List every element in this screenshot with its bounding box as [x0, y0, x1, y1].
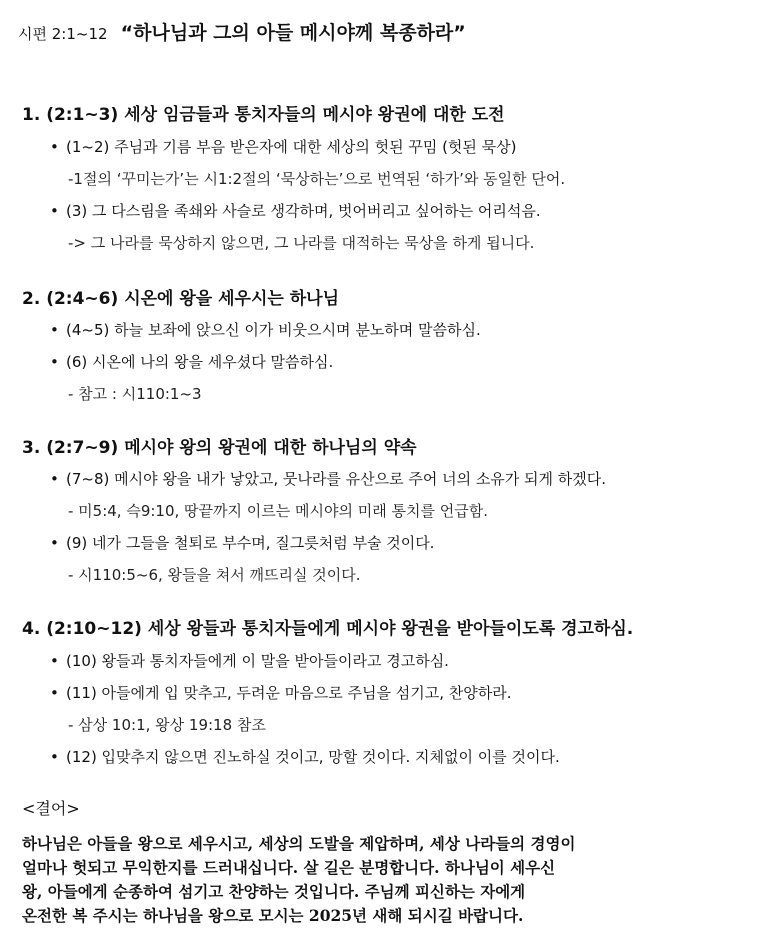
page-title [18, 18, 466, 45]
section-heading: 4. (2:10~12) 세상 왕들과 통치자들에게 메시야 왕권을 받아들이도록 경고하심. [22, 619, 634, 639]
scripture-reference: 시편 2:1~12 [18, 25, 108, 43]
bullet-icon: • [50, 748, 59, 766]
sermon-title: “하나님과 그의 아들 메시야께 복종하라” [120, 22, 466, 44]
conclusion-line: 온전한 복 주시는 하나님을 왕으로 모시는 2025년 새해 되시길 바랍니다. [22, 906, 524, 925]
section-heading: 1. (2:1~3) 세상 임금들과 통치자들의 메시야 왕권에 대한 도전 [22, 105, 505, 125]
conclusion-label: <결어> [22, 799, 80, 818]
bullet-icon: • [50, 534, 59, 552]
section-heading: 3. (2:7~9) 메시야 왕의 왕권에 대한 하나님의 약속 [22, 438, 417, 458]
list-subitem: - 참고 : 시110:1~3 [68, 385, 202, 403]
bullet-icon: • [50, 138, 59, 156]
list-item: • (9) 네가 그들을 철퇴로 부수며, 질그릇처럼 부술 것이다. [50, 534, 435, 552]
list-subitem: - 시110:5~6, 왕들을 쳐서 깨뜨리실 것이다. [68, 566, 361, 584]
bullet-icon: • [50, 202, 59, 220]
conclusion-line: 왕, 아들에게 순종하여 섬기고 찬양하는 것입니다. 주님께 피신하는 자에게 [22, 882, 526, 901]
list-item: • (12) 입맞추지 않으면 진노하실 것이고, 망할 것이다. 지체없이 이를 것이다. [50, 748, 560, 766]
list-subitem: - 미5:4, 슥9:10, 땅끝까지 이르는 메시야의 미래 통치를 언급함. [68, 502, 488, 520]
list-item: • (4~5) 하늘 보좌에 앉으신 이가 비웃으시며 분노하며 말씀하심. [50, 321, 481, 339]
bullet-icon: • [50, 684, 59, 702]
bullet-icon: • [50, 470, 59, 488]
list-item: • (1~2) 주님과 기름 부음 받은자에 대한 세상의 헛된 꾸밈 (헛된 묵상) [50, 138, 517, 156]
conclusion-line: 얼마나 헛되고 무익한지를 드러내십니다. 살 길은 분명합니다. 하나님이 세우신 [22, 858, 556, 877]
list-subitem: - 삼상 10:1, 왕상 19:18 참조 [68, 716, 266, 734]
list-subitem: -1절의 ‘꾸미는가’는 시1:2절의 ‘묵상하는’으로 번역된 ‘하가’와 동일한 단어. [68, 170, 566, 188]
list-item: • (11) 아들에게 입 맞추고, 두려운 마음으로 주님을 섬기고, 찬양하라. [50, 684, 512, 702]
conclusion-line: 하나님은 아들을 왕으로 세우시고, 세상의 도발을 제압하며, 세상 나라들의 경영이 [22, 834, 576, 853]
list-item: • (6) 시온에 나의 왕을 세우셨다 말씀하심. [50, 353, 334, 371]
list-item: • (7~8) 메시야 왕을 내가 낳았고, 뭇나라를 유산으로 주어 너의 소유가 되게 하겠다. [50, 470, 607, 488]
list-item: • (10) 왕들과 통치자들에게 이 말을 받아들이라고 경고하심. [50, 652, 449, 670]
section-heading: 2. (2:4~6) 시온에 왕을 세우시는 하나님 [22, 289, 340, 309]
bullet-icon: • [50, 652, 59, 670]
bullet-icon: • [50, 321, 59, 339]
bullet-icon: • [50, 353, 59, 371]
list-item: • (3) 그 다스림을 족쇄와 사슬로 생각하며, 벗어버리고 싶어하는 어리석음. [50, 202, 541, 220]
list-subitem: -> 그 나라를 묵상하지 않으면, 그 나라를 대적하는 묵상을 하게 됩니다. [68, 234, 535, 252]
conclusion-text [22, 832, 762, 928]
